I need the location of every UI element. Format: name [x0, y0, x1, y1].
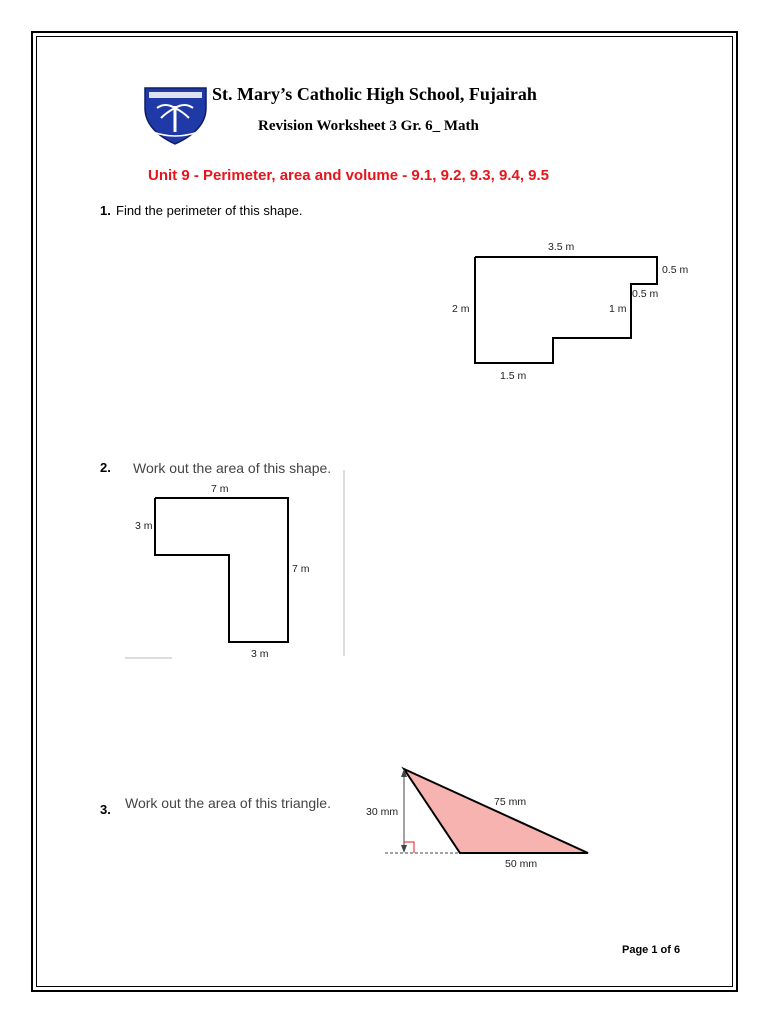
page-number: Page 1 of 6 [622, 944, 681, 956]
question-3-text: Work out the area of this triangle. [125, 795, 331, 811]
question-3-number: 3. [100, 802, 111, 817]
q1-label-left: 2 m [452, 303, 470, 315]
school-name: St. Mary’s Catholic High School, Fujairah [212, 84, 537, 104]
q2-label-bottom: 3 m [251, 648, 269, 660]
q1-label-right-top: 0.5 m [662, 264, 689, 276]
question-2-number: 2. [100, 460, 111, 475]
q1-label-bottom: 1.5 m [500, 370, 527, 382]
q3-label-height: 30 mm [366, 806, 399, 818]
q3-label-base: 50 mm [505, 858, 538, 870]
unit-title: Unit 9 - Perimeter, area and volume - 9.1, 9.2, 9.3, 9.4, 9.5 [148, 167, 550, 184]
q2-label-right: 7 m [292, 563, 310, 575]
question-1-number: 1. [100, 203, 111, 218]
q2-label-top: 7 m [211, 483, 229, 495]
q1-label-step-side: 1 m [609, 303, 627, 315]
question-2-text: Work out the area of this shape. [133, 460, 332, 476]
q1-label-top: 3.5 m [548, 241, 575, 253]
question-1-text: Find the perimeter of this shape. [116, 203, 303, 218]
q1-label-step-top: 0.5 m [632, 288, 659, 300]
q2-label-left: 3 m [135, 520, 153, 532]
q3-label-hypotenuse: 75 mm [494, 796, 527, 808]
worksheet-title: Revision Worksheet 3 Gr. 6_ Math [258, 118, 479, 134]
